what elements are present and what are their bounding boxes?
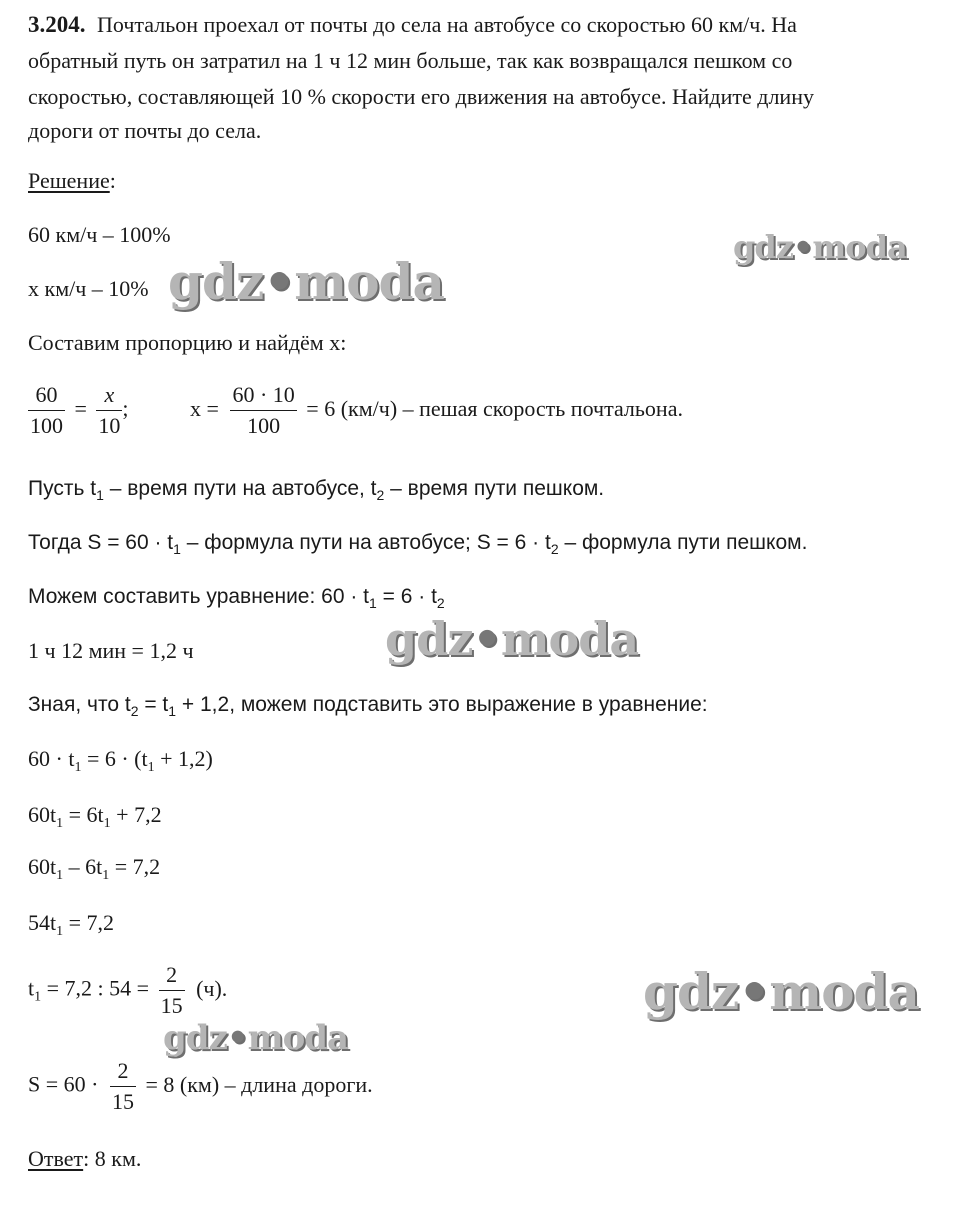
- fraction-left-denominator: 100: [30, 413, 63, 438]
- fraction-t1-denominator: 15: [160, 993, 183, 1018]
- then-text-b: – формула пути на автобусе; S = 6 · t: [180, 531, 551, 554]
- ratio-line-2: х км/ч – 10%: [28, 276, 149, 301]
- t1-result: [28, 962, 227, 1019]
- equals-sign: =: [74, 395, 87, 421]
- answer-label: Ответ: [28, 1146, 84, 1171]
- step-4: [28, 910, 115, 939]
- let-line: [28, 476, 604, 502]
- fraction-calc: [230, 382, 296, 439]
- watermark-left: gdz: [733, 228, 793, 266]
- subscript: 1: [102, 868, 110, 883]
- watermark-logo: [385, 612, 638, 666]
- let-text-a: Пусть t: [28, 477, 97, 500]
- step-3-b: – 6t: [63, 854, 103, 879]
- watermark-logo: [168, 252, 444, 311]
- substitute-text-b: = t: [138, 693, 169, 716]
- proportion-result: = 6 (км/ч) – пешая скорость почтальона.: [306, 395, 683, 421]
- substitute-line: [28, 692, 708, 718]
- step-1-c: + 1,2): [154, 746, 213, 771]
- step-2-a: 60t: [28, 802, 57, 827]
- subscript: 1: [369, 595, 377, 611]
- watermark-logo: [163, 1018, 348, 1058]
- fraction-calc-denominator: 100: [247, 413, 281, 438]
- subscript: 1: [103, 816, 111, 831]
- step-2: [28, 802, 162, 831]
- problem-text-1: Почтальон проехал от почты до села на автобусе со скоростью 60 км/ч. На: [97, 12, 797, 37]
- step-2-c: + 7,2: [110, 802, 162, 827]
- t1-a: t: [28, 975, 35, 1001]
- distance-a: S = 60 ·: [28, 1071, 99, 1097]
- subscript: 1: [147, 760, 155, 775]
- fraction-right-numerator: x: [96, 382, 122, 411]
- fraction-distance-denominator: 15: [111, 1089, 134, 1114]
- t1-unit: (ч).: [196, 975, 228, 1001]
- equation-text-a: Можем составить уравнение: 60 · t: [28, 585, 370, 608]
- proportion-line: [28, 382, 683, 439]
- subscript: 1: [56, 868, 64, 883]
- watermark-dot: •: [472, 612, 501, 666]
- watermark-dot: •: [792, 228, 813, 266]
- watermark-left: gdz: [643, 962, 739, 1021]
- fraction-left: [28, 382, 65, 439]
- step-3-a: 60t: [28, 854, 57, 879]
- t1-b: = 7,2 : 54 =: [41, 975, 150, 1001]
- fraction-left-numerator: 60: [28, 382, 65, 411]
- equation-line: [28, 584, 445, 610]
- subscript: 1: [74, 760, 82, 775]
- equation-text-b: = 6 · t: [376, 585, 437, 608]
- subscript: 2: [376, 487, 385, 503]
- x-label: x =: [190, 395, 219, 421]
- subscript: 2: [550, 541, 559, 557]
- fraction-distance-numerator: 2: [110, 1058, 136, 1087]
- problem-number: 3.204.: [28, 12, 86, 37]
- answer-line: [28, 1146, 141, 1172]
- subscript: 1: [168, 703, 177, 719]
- subscript: 1: [56, 924, 64, 939]
- fraction-right-denominator: 10: [98, 413, 121, 438]
- solution-heading: [28, 168, 116, 194]
- fraction-distance: [110, 1058, 136, 1115]
- subscript: 2: [130, 703, 139, 719]
- fraction-t1-numerator: 2: [159, 962, 185, 991]
- watermark-logo: [733, 228, 907, 266]
- step-2-b: = 6t: [63, 802, 104, 827]
- problem-line-3: скоростью, составляющей 10 % скорости его движения на автобусе. Найдите длину: [28, 84, 814, 109]
- then-text-a: Тогда S = 60 · t: [28, 531, 174, 554]
- distance-line: [28, 1058, 373, 1115]
- subscript: 1: [56, 816, 64, 831]
- time-conversion: 1 ч 12 мин = 1,2 ч: [28, 638, 194, 663]
- semicolon: ;: [122, 395, 129, 421]
- substitute-text-a: Зная, что t: [28, 693, 131, 716]
- problem-line-2: обратный путь он затратил на 1 ч 12 мин больше, так как возвращался пешком со: [28, 48, 793, 73]
- subscript: 2: [436, 595, 445, 611]
- watermark-right: moda: [294, 252, 444, 311]
- step-1-b: = 6 · (t: [81, 746, 148, 771]
- subscript: 1: [96, 487, 104, 503]
- subscript: 1: [34, 989, 42, 1005]
- step-4-a: 54t: [28, 910, 57, 935]
- step-3: [28, 854, 161, 883]
- problem-line-4: дороги от почты до села.: [28, 118, 262, 143]
- answer-value: : 8 км.: [83, 1146, 142, 1171]
- let-text-c: – время пути пешком.: [384, 477, 605, 500]
- watermark-dot: •: [263, 252, 295, 311]
- watermark-right: moda: [500, 612, 639, 666]
- watermark-left: gdz: [163, 1018, 227, 1058]
- watermark-right: moda: [247, 1018, 349, 1058]
- watermark-dot: •: [226, 1018, 248, 1058]
- distance-result: = 8 (км) – длина дороги.: [145, 1071, 373, 1097]
- watermark-left: gdz: [168, 252, 264, 311]
- watermark-logo: [643, 962, 919, 1021]
- watermark-right: moda: [769, 962, 919, 1021]
- solution-heading-text: Решение: [28, 168, 110, 193]
- step-1: [28, 746, 213, 775]
- fraction-right: [96, 382, 122, 439]
- then-text-c: – формула пути пешком.: [558, 531, 808, 554]
- then-line: [28, 530, 807, 556]
- proportion-intro: Составим пропорцию и найдём х:: [28, 330, 347, 355]
- subscript: 1: [173, 541, 181, 557]
- fraction-calc-numerator: 60 · 10: [230, 382, 296, 411]
- problem-line-1: [28, 12, 797, 38]
- watermark-dot: •: [738, 962, 770, 1021]
- ratio-line-1: 60 км/ч – 100%: [28, 222, 171, 247]
- step-4-b: = 7,2: [63, 910, 115, 935]
- step-3-c: = 7,2: [109, 854, 161, 879]
- let-text-b: – время пути на автобусе, t: [103, 477, 377, 500]
- watermark-left: gdz: [385, 612, 473, 666]
- watermark-right: moda: [812, 228, 907, 266]
- fraction-t1: [159, 962, 185, 1019]
- solution-heading-colon: :: [109, 168, 116, 193]
- step-1-a: 60 · t: [28, 746, 75, 771]
- substitute-text-c: + 1,2, можем подставить это выражение в уравнение:: [176, 693, 708, 716]
